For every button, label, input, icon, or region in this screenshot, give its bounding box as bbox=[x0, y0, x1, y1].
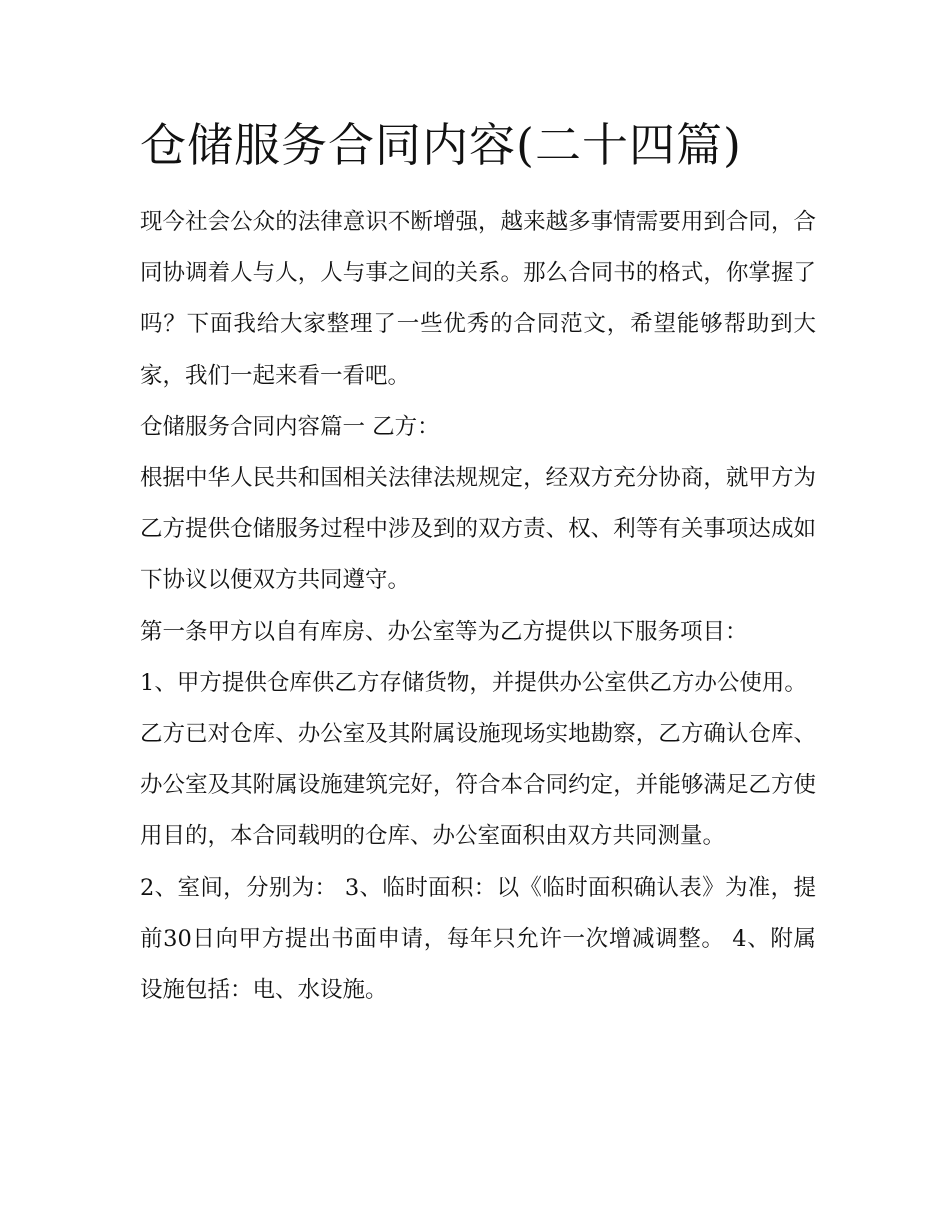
paragraph-preamble: 根据中华人民共和国相关法律法规规定，经双方充分协商，就甲方为乙方提供仓储服务过程中涉及到的双方责、权、利等有关事项达成如下协议以便双方共同遵守。 bbox=[140, 465, 816, 594]
paragraph-inspection: 乙方已对仓库、办公室及其附属设施现场实地勘察，乙方确认仓库、办公室及其附属设施建筑完好，符合本合同约定，并能够满足乙方使用目的，本合同载明的仓库、办公室面积由双方共同测量。 bbox=[140, 721, 816, 850]
paragraph-clause-1: 1、甲方提供仓库供乙方存储货物，并提供办公室供乙方办公使用。 bbox=[140, 669, 807, 696]
document-body bbox=[140, 197, 816, 1016]
paragraph-clauses-2-4: 2、室间，分别为： 3、临时面积：以《临时面积确认表》为准，提前30日向甲方提出书面申请，每年只允许一次增减调整。 4、附属设施包括：电、水设施。 bbox=[140, 874, 816, 1004]
paragraph-article-one: 第一条甲方以自有库房、办公室等为乙方提供以下服务项目： bbox=[140, 618, 748, 645]
document-title: 仓储服务合同内容(二十四篇) bbox=[140, 118, 742, 172]
paragraph-intro: 现今社会公众的法律意识不断增强，越来越多事情需要用到合同，合同协调着人与人，人与事之间的关系。那么合同书的格式，你掌握了吗？下面我给大家整理了一些优秀的合同范文，希望能够帮助到大家，我们一起来看一看吧。 bbox=[140, 209, 816, 389]
paragraph-section-heading: 仓储服务合同内容篇一 乙方： bbox=[140, 413, 440, 440]
